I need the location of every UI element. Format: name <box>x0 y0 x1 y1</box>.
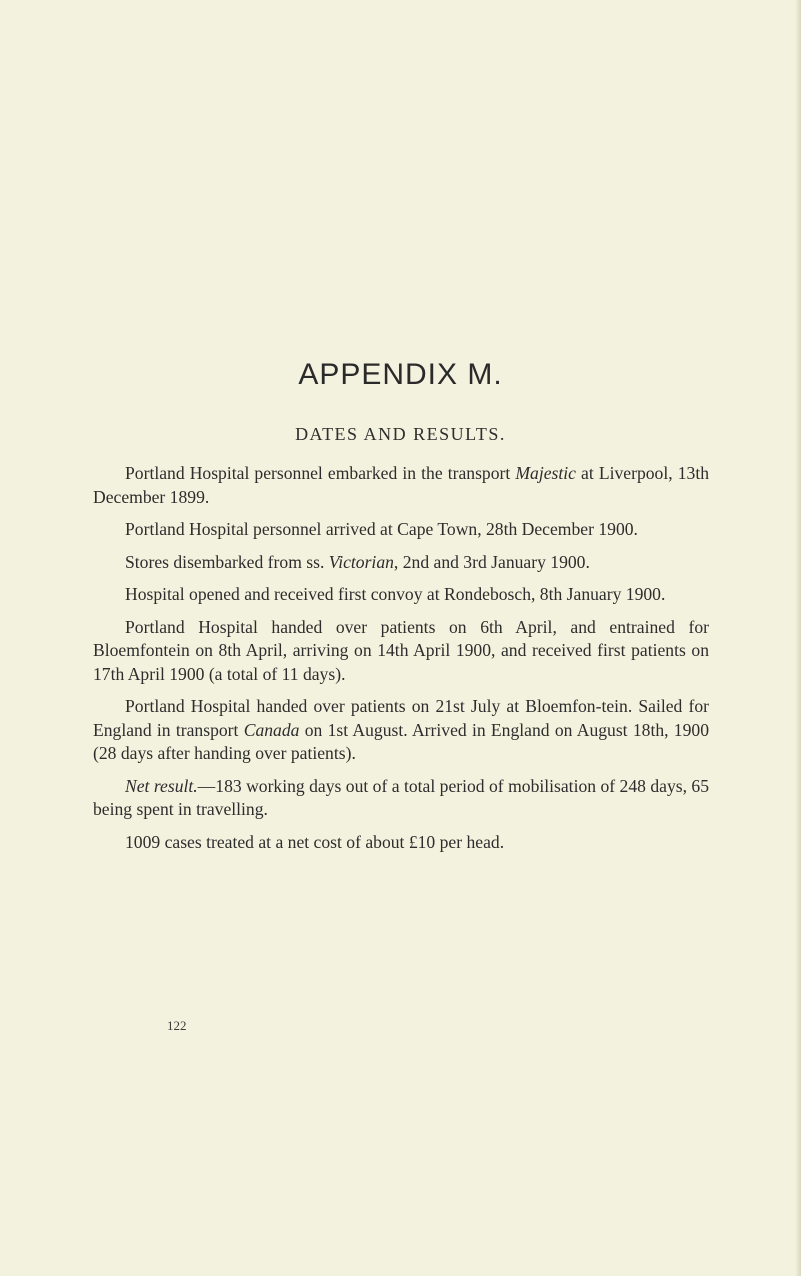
paragraph-text: on 1st August. Arrived in England on August 18th, 1900 (28 days after handing over patients). <box>93 719 709 763</box>
net-result-label: Net result. <box>125 775 198 796</box>
paragraph-text: Portland Hospital handed over patients on 6th April, and entrained for Bloemfontein on 8th April, arriving on 14th April 1900, and received first patients on 17th April 1900 (a total of 11 days). <box>93 616 709 684</box>
paragraph-text: —183 working days out of a total period of mobilisation of 248 days, 65 being spent in travelling. <box>93 775 709 819</box>
ship-name-canada: Canada <box>243 719 300 740</box>
paragraph-text: , 2nd and 3rd January 1900. <box>393 551 590 572</box>
page-edge-shadow <box>795 0 801 1276</box>
appendix-title: APPENDIX M. <box>298 358 503 391</box>
ship-name-victorian: Victorian <box>328 551 394 572</box>
paragraph-bloemfontein-move <box>93 616 709 687</box>
paragraph-majestic-embarkation <box>93 462 709 509</box>
paragraph-cases-treated <box>93 831 709 855</box>
paragraph-cape-town-arrival <box>93 518 709 542</box>
page-number: 122 <box>167 1018 187 1033</box>
paragraph-return-to-england <box>93 695 709 766</box>
paragraph-text: Portland Hospital personnel arrived at Cape Town, 28th December 1900. <box>125 519 638 539</box>
body-text <box>93 462 709 863</box>
paragraph-hospital-opened <box>93 583 709 607</box>
paragraph-text: Hospital opened and received first convoy at Rondebosch, 8th January 1900. <box>125 584 666 604</box>
paragraph-net-result <box>93 775 709 822</box>
paragraph-text: Stores disembarked from ss. <box>125 551 329 572</box>
section-heading: DATES AND RESULTS. <box>295 424 506 444</box>
paragraph-text: at Liverpool, 13th December 1899. <box>93 463 709 507</box>
paragraph-text: Portland Hospital handed over patients on 21st July at Bloemfon-tein. Sailed for England in transport <box>93 696 709 740</box>
paragraph-text: Portland Hospital personnel embarked in the transport <box>125 463 516 483</box>
paragraph-text: 1009 cases treated at a net cost of about £10 per head. <box>125 831 505 852</box>
ship-name-majestic: Majestic <box>515 463 576 483</box>
paragraph-stores-disembarked <box>93 551 709 575</box>
